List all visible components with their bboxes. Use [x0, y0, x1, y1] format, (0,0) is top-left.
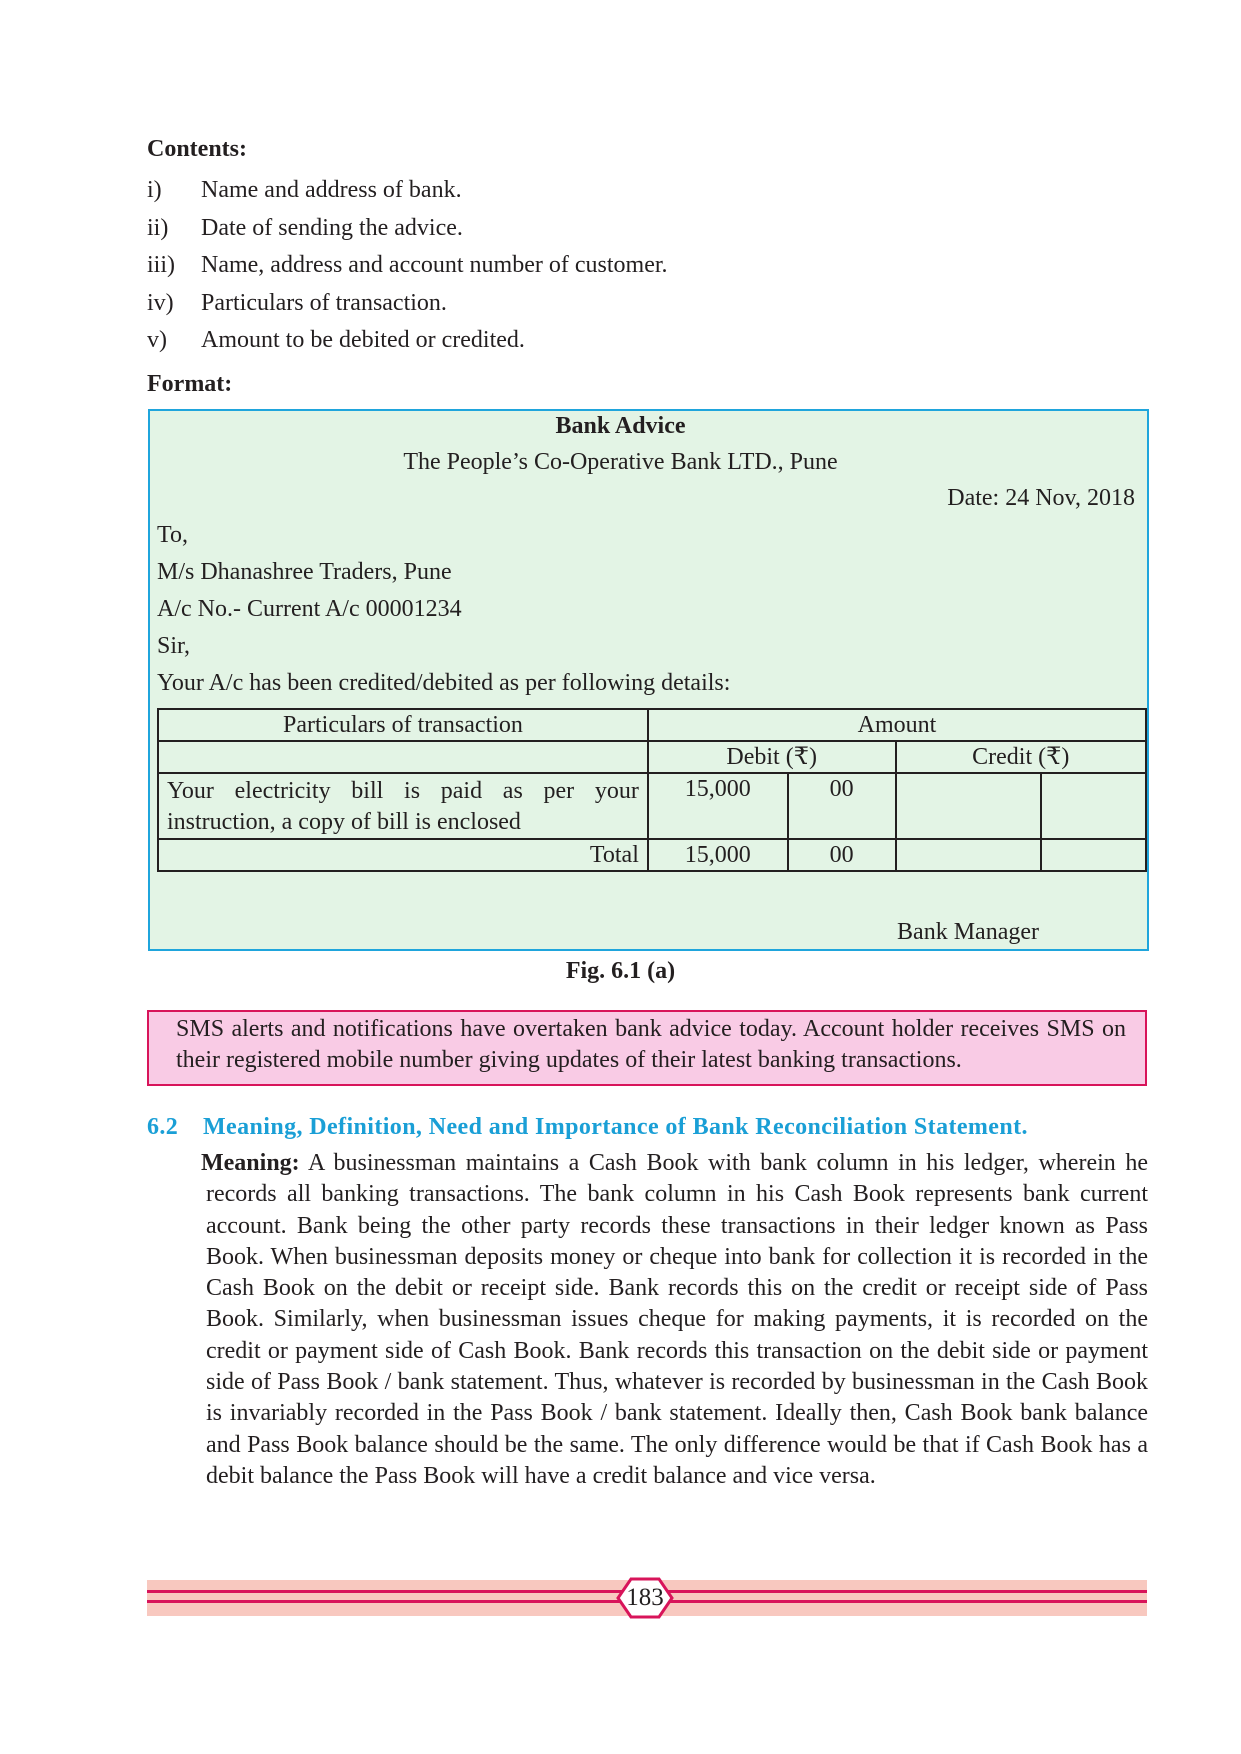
figure-caption: Fig. 6.1 (a) [565, 958, 676, 984]
list-item-number: iii) [147, 252, 175, 278]
advice-to: To, [157, 522, 188, 548]
amount-header: Amount [648, 709, 1146, 741]
transaction-particulars: Your electricity bill is paid as per your instruction, a copy of bill is enclosed [158, 773, 648, 839]
table-row [158, 773, 1146, 839]
list-item-number: iv) [147, 289, 174, 316]
section-heading [147, 1114, 1028, 1141]
list-item [147, 172, 947, 210]
section-number: 6.2 [147, 1114, 179, 1140]
debit-rupees: 15,000 [648, 773, 788, 839]
list-item-text: Date of sending the advice. [201, 214, 463, 241]
list-item-text: Name and address of bank. [201, 177, 462, 203]
advice-intro: Your A/c has been credited/debited as per following details: [157, 670, 731, 696]
page-number: 183 [626, 1584, 664, 1611]
advice-customer: M/s Dhanashree Traders, Pune [157, 559, 452, 585]
total-label: Total [158, 839, 648, 871]
total-credit-rupees [896, 839, 1042, 871]
debit-paise: 00 [788, 773, 896, 839]
particulars-header: Particulars of transaction [158, 709, 648, 741]
sms-note-text: SMS alerts and notifications have overtaken bank advice today. Account holder receives SMS on their registered mobile number giving updates of their latest banking transactions. [176, 1016, 1126, 1073]
total-credit-paise [1041, 839, 1146, 871]
list-item-number: ii) [147, 214, 169, 241]
meaning-label: Meaning: [201, 1150, 300, 1176]
list-item-text: Name, address and account number of customer. [201, 252, 668, 278]
debit-header: Debit (₹) [648, 741, 896, 773]
table-header-row [158, 709, 1146, 741]
list-item [147, 247, 947, 285]
total-debit-paise: 00 [788, 839, 896, 871]
total-debit-rupees: 15,000 [648, 839, 788, 871]
advice-account: A/c No.- Current A/c 00001234 [157, 596, 462, 622]
advice-title: Bank Advice [555, 413, 686, 439]
table-total-row [158, 839, 1146, 871]
meaning-text: A businessman maintains a Cash Book with bank column in his ledger, wherein he records all banking transactions. The bank column in his Cash Book represents bank current account. Bank being the other party records these transactions in their ledger known as Pass Book. When businessman deposits money or cheque into bank for collection it is recorded in the Cash Book on the debit or receipt side. Bank records this on the credit or receipt side of Pass Book. Similarly, when businessman issues cheque for making payments, it is recorded on the credit or payment side of Cash Book. Bank records this transaction on the debit side or payment side of Pass Book / bank statement. Thus, whatever is recorded by businessman in the Cash Book is invariably recorded in the Pass Book / bank statement. Ideally then, Cash Book bank balance and Pass Book balance should be the same. The only difference would be that if Cash Book has a debit balance the Pass Book will have a credit balance and vice versa. [206, 1150, 1148, 1489]
list-item-number: v) [147, 327, 167, 353]
credit-paise [1041, 773, 1146, 839]
list-item-number: i) [147, 177, 162, 203]
table-subheader-row [158, 741, 1146, 773]
section-paragraph [201, 1148, 1148, 1492]
list-item [147, 322, 947, 360]
list-item-text: Amount to be debited or credited. [201, 327, 525, 353]
advice-table [157, 708, 1147, 872]
list-item [147, 285, 947, 323]
table-cell [158, 741, 648, 773]
list-item [147, 210, 947, 248]
contents-heading: Contents: [147, 136, 247, 162]
list-item-text: Particulars of transaction. [201, 289, 447, 316]
section-title: Meaning, Definition, Need and Importance of Bank Reconciliation Statement. [203, 1114, 1028, 1140]
format-heading: Format: [147, 371, 233, 397]
credit-rupees [896, 773, 1042, 839]
advice-bank-name: The People’s Co-Operative Bank LTD., Pune [403, 449, 838, 475]
credit-header: Credit (₹) [896, 741, 1146, 773]
advice-salutation: Sir, [157, 633, 191, 659]
advice-signature: Bank Manager [897, 919, 1039, 945]
advice-date: Date: 24 Nov, 2018 [947, 485, 1135, 511]
contents-list [147, 172, 947, 360]
